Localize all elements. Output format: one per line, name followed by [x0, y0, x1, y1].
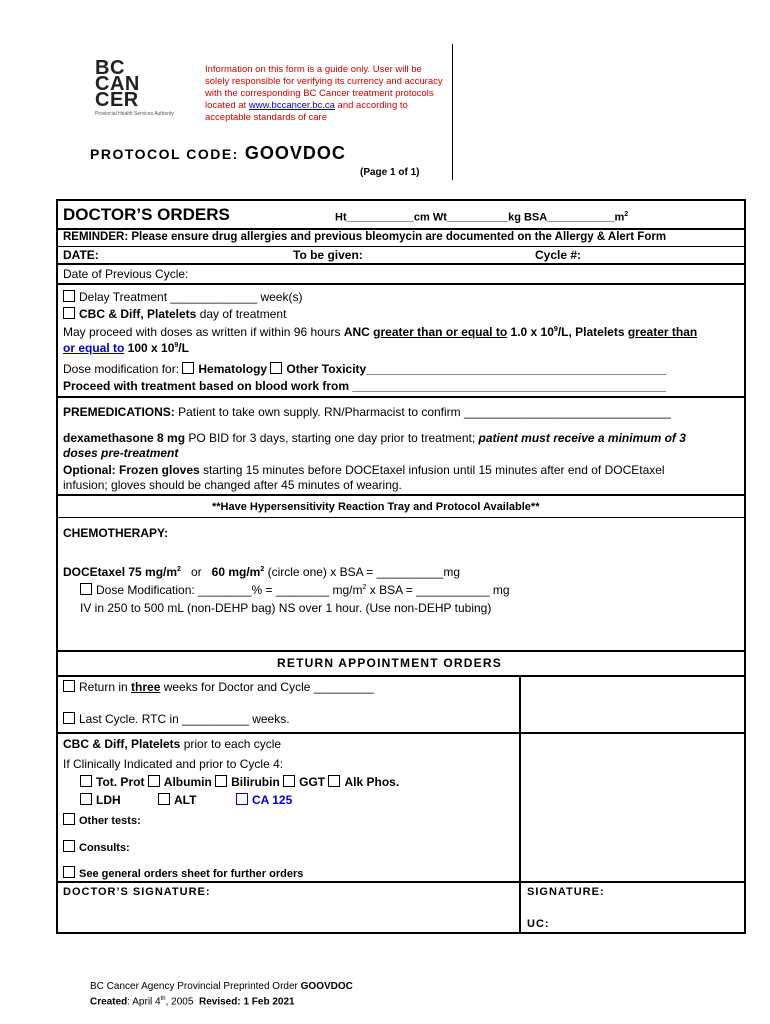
ggt-checkbox[interactable] [283, 775, 295, 787]
footer-revised: Revised: 1 Feb 2021 [198, 996, 295, 1008]
header-divider [452, 44, 453, 180]
logo-line-3: CER [95, 89, 139, 111]
divider [56, 494, 746, 496]
page-number: (Page 1 of 1) [360, 167, 420, 178]
disclaimer [205, 64, 445, 124]
measurements [335, 211, 628, 224]
divider [56, 396, 746, 398]
return-title: RETURN APPOINTMENT ORDERS [277, 656, 502, 670]
uc-label: UC: [527, 918, 550, 930]
other-toxicity-label: Other Toxicity_____________________________________________ [286, 362, 667, 376]
cbc-row [63, 307, 286, 321]
cbc-prior-row [63, 737, 281, 751]
may-proceed-line [63, 325, 697, 339]
see-general-row [63, 866, 303, 880]
chemo-dose-mod [80, 583, 510, 597]
may-proceed-text: May proceed with doses as written if within 96 hours [63, 325, 344, 339]
ggt-label: GGT [299, 775, 326, 789]
doctor-signature-label: DOCTOR’S SIGNATURE: [63, 886, 211, 898]
sup-9b: 9 [174, 342, 179, 349]
dex-text: PO BID for 3 days, starting one day prior to treatment; [185, 431, 479, 445]
sup-9: 9 [553, 326, 558, 333]
hematology-checkbox[interactable] [182, 362, 194, 374]
chemo-label: CHEMOTHERAPY: [63, 526, 169, 540]
dex-emphasis: patient must receive a minimum of 3 [478, 431, 686, 445]
divider [56, 246, 746, 247]
bilirubin-label: Bilirubin [231, 775, 280, 789]
sup-2c: 2 [362, 584, 367, 591]
hsr-notice: **Have Hypersensitivity Reaction Tray and Protocol Available** [212, 501, 540, 513]
footer-created-label: Created [90, 996, 128, 1008]
divider [56, 517, 746, 518]
dex-emphasis-2: doses pre-treatment [63, 446, 179, 460]
gte-1: greater than or equal to [373, 325, 508, 339]
protocol-label: PROTOCOL CODE: [90, 146, 239, 162]
alt-label: ALT [174, 793, 197, 807]
gte-2a: greater than [627, 325, 698, 339]
divider [56, 732, 746, 734]
measurements-text: Ht___________cm Wt__________kg BSA___________m [335, 211, 625, 224]
last-cycle-text: Last Cycle. RTC in __________ weeks. [79, 712, 290, 726]
protocol-code [90, 143, 346, 164]
divider [56, 228, 746, 230]
dose-75: DOCEtaxel 75 mg/m [63, 565, 178, 579]
premeds-row [63, 405, 671, 419]
dose-mod-row [63, 362, 667, 376]
platelets-unit: /L [178, 341, 189, 355]
last-cycle-checkbox[interactable] [63, 712, 75, 724]
return-checkbox[interactable] [63, 680, 75, 692]
dexamethasone-line [63, 431, 686, 445]
divider [56, 881, 746, 883]
chemo-dose-mod-text: Dose Modification: ________% = ________ mg/m [96, 583, 363, 597]
return-row [63, 680, 374, 694]
alk-phos-label: Alk Phos. [344, 775, 400, 789]
ca125-item [236, 793, 292, 807]
optional-gloves-2: infusion; gloves should be changed after 45 minutes of wearing. [63, 478, 402, 492]
footer-agency: BC Cancer Agency Provincial Preprinted Order [90, 981, 301, 992]
platelets-label: /L, Platelets [557, 325, 628, 339]
footer-code: GOOVDOC [300, 981, 353, 992]
dose-mod-label: Dose modification for: [63, 362, 183, 376]
dose-60: 60 mg/m [211, 565, 261, 579]
to-be-given-label: To be given: [293, 248, 363, 262]
alt-item [158, 793, 196, 807]
dex-label: dexamethasone 8 mg [63, 431, 186, 445]
other-toxicity-checkbox[interactable] [270, 362, 282, 374]
last-cycle-row [63, 712, 290, 726]
date-label: DATE: [63, 248, 99, 262]
other-tests-checkbox[interactable] [63, 813, 75, 825]
delay-checkbox[interactable] [63, 290, 75, 302]
footer [90, 981, 353, 1008]
cycle-label: Cycle #: [535, 248, 582, 262]
measurements-sup: 2 [624, 211, 629, 218]
footer-th: th [160, 996, 166, 1002]
logo-tagline: Provincial Health Services Authority [95, 111, 174, 117]
labs-row-1 [80, 775, 399, 789]
sup-2b: 2 [260, 566, 265, 573]
footer-created-year: , 2005 [165, 996, 199, 1008]
ldh-label: LDH [96, 793, 121, 807]
other-tests-label: Other tests: [79, 815, 141, 827]
column-divider [519, 675, 521, 934]
previous-cycle-label: Date of Previous Cycle: [63, 267, 189, 281]
tot-prot-checkbox[interactable] [80, 775, 92, 787]
gte-2b: or equal to [63, 341, 125, 355]
ca125-checkbox[interactable] [236, 793, 248, 805]
divider [56, 675, 746, 677]
logo-line-2: CAN [95, 73, 140, 95]
footer-line-2 [90, 993, 353, 1008]
ldh-checkbox[interactable] [80, 793, 92, 805]
bccancer-link[interactable]: www.bccancer.bc.ca [248, 100, 335, 111]
cbc-label: CBC & Diff, Platelets [79, 307, 197, 321]
reminder: REMINDER: Please ensure drug allergies and previous bleomycin are documented on the Allergy & Alert Form [63, 231, 667, 243]
premeds-text: Patient to take own supply. RN/Pharmacist to confirm _______________________________ [174, 405, 671, 419]
cbc-prior-text: prior to each cycle [180, 737, 282, 751]
footer-line-1 [90, 981, 353, 993]
bc-cancer-logo [95, 57, 215, 130]
cbc-prior-label: CBC & Diff, Platelets [63, 737, 181, 751]
anc-value: 1.0 x 10 [507, 325, 554, 339]
platelets-value: 100 x 10 [124, 341, 175, 355]
doctors-orders-title: DOCTOR’S ORDERS [63, 205, 230, 224]
docetaxel-dose [63, 565, 460, 579]
optional-label: Optional: Frozen gloves [63, 463, 200, 477]
tot-prot-label: Tot. Prot [96, 775, 145, 789]
may-proceed-line-2 [63, 341, 189, 355]
premeds-label: PREMEDICATIONS: [63, 405, 175, 419]
sup-2a: 2 [177, 566, 181, 573]
cbc-checkbox[interactable] [63, 307, 75, 319]
optional-text: starting 15 minutes before DOCEtaxel infusion until 15 minutes after end of DOCEtaxel [199, 463, 665, 477]
cbc-rest: day of treatment [196, 307, 287, 321]
see-general-checkbox[interactable] [63, 866, 75, 878]
consults-checkbox[interactable] [63, 840, 75, 852]
delay-treatment-row [63, 290, 302, 304]
albumin-label: Albumin [163, 775, 212, 789]
logo-line-1: BC [95, 57, 125, 79]
optional-gloves [63, 463, 665, 477]
return-text-a: Return in [79, 680, 132, 694]
iv-instructions: IV in 250 to 500 mL (non-DEHP bag) NS over 1 hour. (Use non-DEHP tubing) [80, 601, 492, 615]
alk-phos-checkbox[interactable] [328, 775, 340, 787]
ca125-label: CA 125 [252, 793, 293, 807]
see-general-label: See general orders sheet for further orders [79, 868, 304, 880]
chemo-dose-mod-rest: x BSA = ___________ mg [366, 583, 510, 597]
consults-row [63, 840, 130, 854]
divider [56, 283, 746, 285]
anc-label: ANC [343, 325, 370, 339]
proceed-blood-work: Proceed with treatment based on blood work from _______________________________________________ [63, 379, 667, 393]
labs-row-2 [80, 793, 121, 807]
consults-label: Consults: [79, 842, 130, 854]
footer-created-date: : April 4 [127, 996, 161, 1008]
divider [56, 263, 746, 265]
if-clinically-indicated: If Clinically Indicated and prior to Cycle 4: [63, 757, 284, 771]
chemo-dose-mod-checkbox[interactable] [80, 583, 92, 595]
return-three: three [131, 680, 161, 694]
dose-rest: (circle one) x BSA = __________mg [264, 565, 461, 579]
disclaimer-text: Information on this form is a guide only. User will be solely responsible for verifying its currency and accuracy with the corresponding BC Cancer treatment protocols located at [205, 64, 443, 111]
protocol-code-value: GOOVDOC [244, 143, 346, 163]
signature-label: SIGNATURE: [527, 886, 605, 898]
dose-or: or [180, 565, 212, 579]
divider [56, 650, 746, 652]
disclaimer-text-2: and according to acceptable standards of care [205, 100, 408, 123]
delay-label: Delay Treatment _____________ week(s) [79, 290, 303, 304]
bilirubin-checkbox[interactable] [215, 775, 227, 787]
other-tests-row [63, 813, 141, 827]
hematology-label: Hematology [198, 362, 268, 376]
albumin-checkbox[interactable] [148, 775, 160, 787]
return-text-c: weeks for Doctor and Cycle _________ [160, 680, 374, 694]
alt-checkbox[interactable] [158, 793, 170, 805]
